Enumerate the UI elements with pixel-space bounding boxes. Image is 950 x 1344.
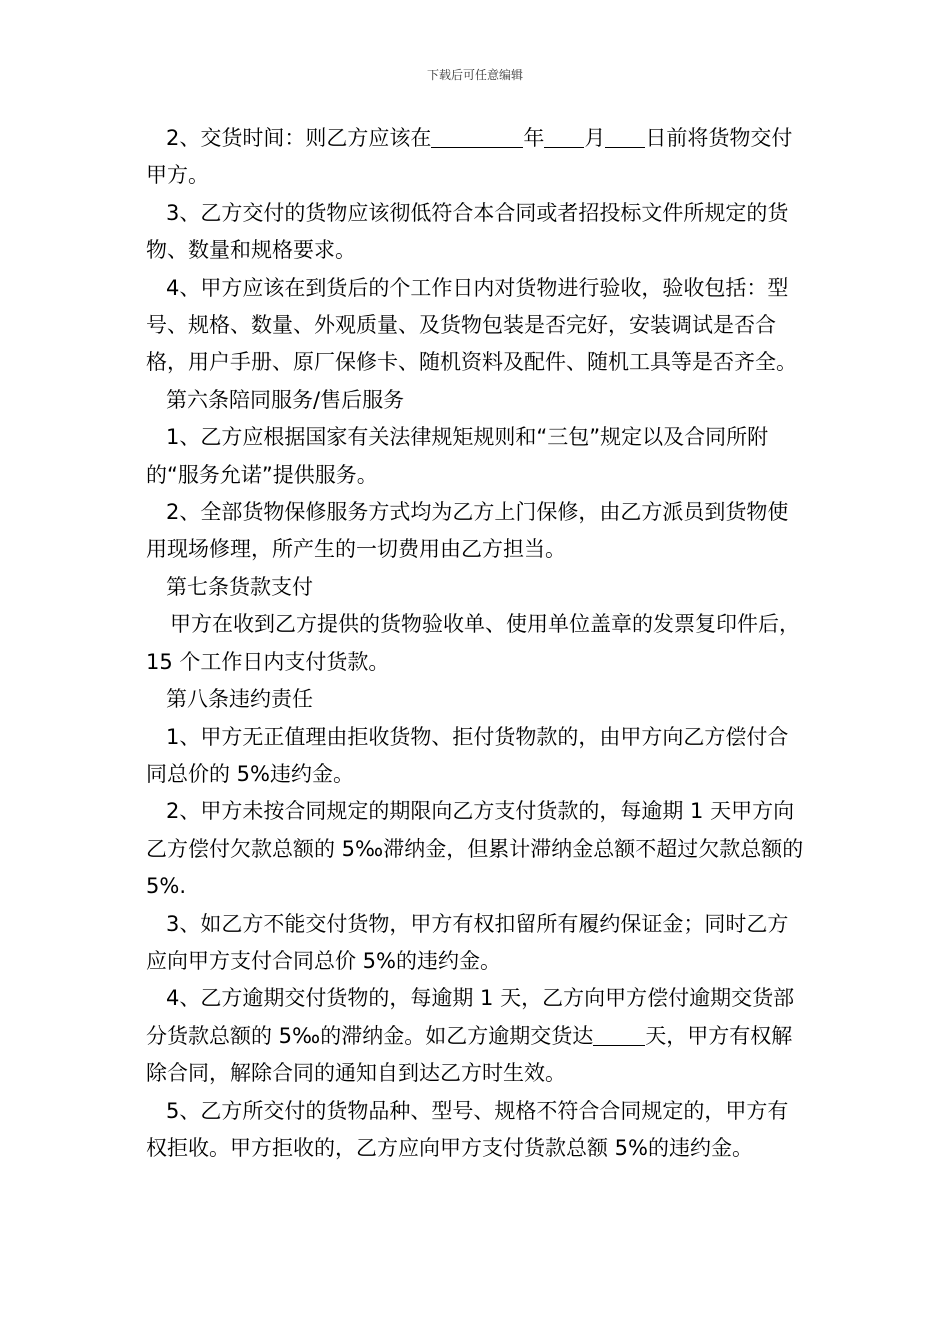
clause-liability-3: 3、如乙方不能交付货物，甲方有权扣留所有履约保证金；同时乙方应向甲方支付合同总价 5%的违约金。 <box>146 911 789 973</box>
clause-liability-2: 2、甲方未按合同规定的期限向乙方支付货款的，每逾期 1 天甲方向乙方偿付欠款总额的 5‰滞纳金，但累计滞纳金总额不超过欠款总额的 5%. <box>146 799 804 899</box>
clause-delivery-time <box>146 120 808 195</box>
page-header: 下载后可任意编辑 <box>426 68 523 82</box>
text-run: 年 <box>523 126 545 150</box>
clause-liability-1: 1、甲方无正值理由拒收货物、拒付货物款的，由甲方向乙方偿付合同总价的 5%违约金。 <box>146 724 789 786</box>
blank-line <box>544 125 584 148</box>
clause-payment: 甲方在收到乙方提供的货物验收单、使用单位盖章的发票复印件后，15 个工作日内支付货款。 <box>146 612 800 674</box>
text-run: 月 <box>584 126 606 150</box>
text-run: 天，甲方有权解除合同，解除合同的通知自到达乙方时生效。 <box>146 1023 793 1086</box>
clause-inspection: 4、甲方应该在到货后的个工作日内对货物进行验收，验收包括：型号、规格、数量、外观质量、及货物包装是否完好，安装调试是否合格，用户手册、原厂保修卡、随机资料及配件、随机工具等是否齐全。 <box>146 275 797 375</box>
blank-line <box>605 125 645 148</box>
text-run: 日前将货物交付甲方。 <box>146 126 793 188</box>
section-heading-7: 第七条货款支付 <box>166 574 313 599</box>
document-body <box>146 120 808 1167</box>
clause-service-2: 2、全部货物保修服务方式均为乙方上门保修，由乙方派员到货物使用现场修理，所产生的一切费用由乙方担当。 <box>146 500 789 562</box>
section-heading-6: 第六条陪同服务/售后服务 <box>166 387 405 412</box>
clause-service-1: 1、乙方应根据国家有关法律规矩规则和“三包”规定以及合同所附的“服务允诺”提供服务。 <box>146 425 769 487</box>
section-heading-8: 第八条违约责任 <box>166 687 313 712</box>
blank-line <box>593 1023 645 1046</box>
clause-conformity: 3、乙方交付的货物应该彻低符合本合同或者招投标文件所规定的货物、数量和规格要求。 <box>146 200 789 263</box>
text-run: 2、交货时间：则乙方应该在 <box>166 126 432 150</box>
text-run: 4、乙方逾期交付货物的，每逾期 1 天，乙方向甲方偿付逾期交货部分货款总额的 5‰的滞纳金。如乙方逾期交货达 <box>146 986 795 1048</box>
blank-line <box>431 125 523 148</box>
clause-liability-4 <box>146 980 808 1092</box>
clause-liability-5: 5、乙方所交付的货物品种、型号、规格不符合合同规定的，甲方有权拒收。甲方拒收的，乙方应向甲方支付货款总额 5%的违约金。 <box>146 1098 789 1160</box>
